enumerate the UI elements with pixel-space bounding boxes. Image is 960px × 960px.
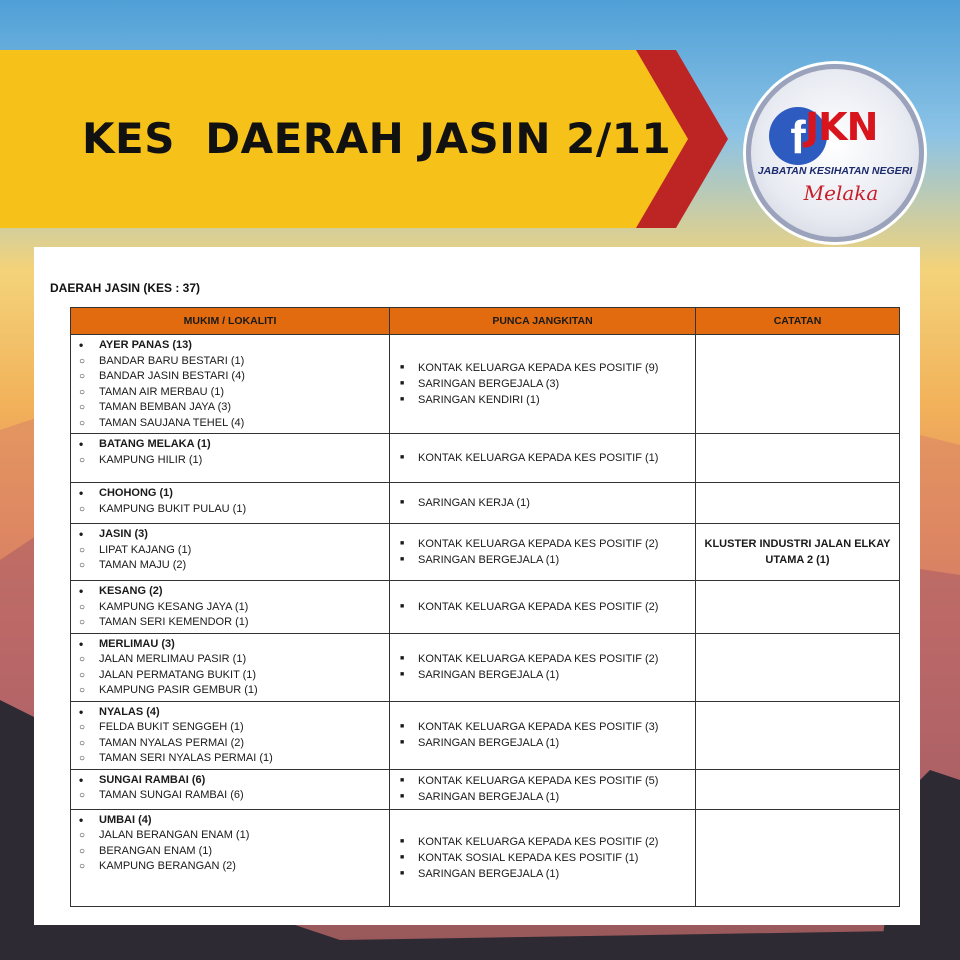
locality-name: JALAN PERMATANG BUKIT (1)	[99, 668, 257, 681]
locality-item	[77, 668, 383, 684]
open-circle-bullet-icon: ○	[79, 417, 86, 429]
punca-item	[396, 651, 689, 667]
table-header-row	[71, 308, 900, 335]
open-circle-bullet-icon: ○	[79, 601, 86, 613]
table-row	[71, 483, 900, 524]
locality-item	[77, 859, 383, 875]
locality-name: LIPAT KAJANG (1)	[99, 543, 192, 556]
logo-subtitle: JABATAN KESIHATAN NEGERI	[757, 165, 913, 177]
mukim-cell	[71, 524, 390, 581]
open-circle-bullet-icon: ○	[79, 790, 86, 801]
punca-item	[396, 866, 689, 882]
locality-item	[77, 369, 383, 385]
punca-item	[396, 552, 689, 568]
case-table	[70, 307, 900, 907]
locality-item	[77, 453, 383, 469]
punca-text: SARINGAN BERGEJALA (1)	[418, 669, 560, 681]
page-title: KES DAERAH JASIN 2/11	[82, 114, 672, 163]
filled-bullet-icon: •	[79, 437, 84, 451]
locality-name: FELDA BUKIT SENGGEH (1)	[99, 721, 244, 733]
locality-name: TAMAN NYALAS PERMAI (2)	[99, 736, 245, 749]
punca-text: SARINGAN BERGEJALA (1)	[418, 867, 560, 880]
locality-item	[77, 683, 383, 699]
mukim-cell	[71, 769, 390, 809]
open-circle-bullet-icon: ○	[79, 386, 86, 398]
locality-name: TAMAN SUNGAI RAMBAI (6)	[99, 789, 244, 801]
square-bullet-icon: ■	[400, 540, 405, 547]
column-header-mukim: MUKIM / LOKALITI	[71, 308, 390, 335]
square-bullet-icon: ■	[400, 723, 405, 730]
mukim-cell	[71, 633, 390, 701]
open-circle-bullet-icon: ○	[79, 617, 86, 628]
open-circle-bullet-icon: ○	[79, 355, 86, 367]
punca-text: KONTAK KELUARGA KEPADA KES POSITIF (1)	[418, 452, 659, 464]
square-bullet-icon: ■	[400, 556, 405, 563]
filled-bullet-icon: •	[79, 772, 84, 787]
square-bullet-icon: ■	[400, 739, 405, 746]
locality-item	[77, 354, 383, 370]
open-circle-bullet-icon: ○	[79, 544, 86, 556]
filled-bullet-icon: •	[79, 812, 84, 827]
punca-cell	[390, 809, 696, 906]
logo-abbreviation: JKN	[805, 105, 878, 149]
locality-name: BERANGAN ENAM (1)	[99, 844, 213, 857]
mukim-name: AYER PANAS (13)	[99, 339, 192, 351]
catatan-cell	[696, 633, 900, 701]
mukim-name: KESANG (2)	[99, 585, 163, 597]
square-bullet-icon: ■	[400, 396, 405, 403]
table-row	[71, 701, 900, 769]
mukim-name: BATANG MELAKA (1)	[99, 438, 211, 450]
mukim-heading	[77, 773, 383, 789]
square-bullet-icon: ■	[400, 837, 405, 845]
open-circle-bullet-icon: ○	[79, 454, 86, 466]
mukim-heading	[77, 527, 383, 543]
filled-bullet-icon: •	[79, 486, 84, 500]
punca-item	[396, 789, 689, 805]
mukim-name: CHOHONG (1)	[99, 487, 173, 499]
mukim-cell	[71, 581, 390, 634]
locality-item	[77, 502, 383, 518]
table-row	[71, 633, 900, 701]
filled-bullet-icon: •	[79, 584, 84, 598]
mukim-heading	[77, 437, 383, 453]
punca-item	[396, 719, 689, 735]
mukim-heading	[77, 813, 383, 829]
punca-text: SARINGAN BERGEJALA (1)	[418, 554, 560, 566]
case-table-body	[71, 335, 900, 907]
mukim-heading	[77, 584, 383, 600]
catatan-cell: KLUSTER INDUSTRI JALAN ELKAY UTAMA 2 (1)	[696, 524, 900, 581]
mukim-name: NYALAS (4)	[99, 705, 160, 718]
punca-item	[396, 450, 689, 466]
table-row	[71, 335, 900, 434]
column-header-punca: PUNCA JANGKITAN	[390, 308, 696, 335]
punca-item	[396, 834, 689, 850]
locality-name: BANDAR BARU BESTARI (1)	[99, 354, 245, 367]
filled-bullet-icon: •	[79, 704, 84, 719]
table-row	[71, 581, 900, 634]
mukim-name: SUNGAI RAMBAI (6)	[99, 773, 206, 786]
locality-name: TAMAN SERI NYALAS PERMAI (1)	[99, 752, 273, 764]
open-circle-bullet-icon: ○	[79, 722, 86, 733]
punca-item	[396, 360, 689, 376]
mukim-name: UMBAI (4)	[99, 813, 152, 826]
locality-name: KAMPUNG HILIR (1)	[99, 453, 203, 466]
locality-item	[77, 385, 383, 401]
square-bullet-icon: ■	[400, 655, 405, 662]
mukim-heading	[77, 338, 383, 354]
punca-text: SARINGAN KERJA (1)	[418, 497, 530, 509]
mukim-cell	[71, 809, 390, 906]
locality-name: JALAN MERLIMAU PASIR (1)	[99, 653, 247, 665]
filled-bullet-icon: •	[79, 527, 84, 541]
mukim-heading	[77, 486, 383, 502]
locality-item	[77, 788, 383, 804]
open-circle-bullet-icon: ○	[79, 861, 86, 872]
square-bullet-icon: ■	[400, 793, 405, 800]
locality-name: TAMAN BEMBAN JAYA (3)	[99, 401, 232, 413]
open-circle-bullet-icon: ○	[79, 685, 86, 696]
punca-item	[396, 392, 689, 408]
punca-cell	[390, 581, 696, 634]
table-row	[71, 524, 900, 581]
open-circle-bullet-icon: ○	[79, 737, 86, 749]
open-circle-bullet-icon: ○	[79, 371, 86, 382]
open-circle-bullet-icon: ○	[79, 830, 86, 841]
punca-text: SARINGAN BERGEJALA (3)	[418, 378, 560, 390]
punca-cell	[390, 701, 696, 769]
column-header-catatan: CATATAN	[696, 308, 900, 335]
catatan-cell	[696, 769, 900, 809]
locality-name: KAMPUNG PASIR GEMBUR (1)	[99, 684, 258, 696]
punca-item	[396, 667, 689, 683]
mukim-heading	[77, 637, 383, 653]
locality-item	[77, 400, 383, 416]
locality-name: JALAN BERANGAN ENAM (1)	[99, 829, 250, 841]
locality-item	[77, 615, 383, 631]
square-bullet-icon: ■	[400, 671, 405, 678]
facebook-f-icon: f	[769, 107, 827, 165]
punca-item	[396, 850, 689, 866]
punca-cell	[390, 483, 696, 524]
filled-bullet-icon: •	[79, 636, 84, 651]
punca-item	[396, 536, 689, 552]
locality-item	[77, 543, 383, 559]
punca-text: KONTAK KELUARGA KEPADA KES POSITIF (2)	[418, 835, 659, 848]
mukim-cell	[71, 335, 390, 434]
open-circle-bullet-icon: ○	[79, 560, 86, 571]
catatan-cell	[696, 335, 900, 434]
punca-cell	[390, 769, 696, 809]
document-panel	[34, 247, 920, 925]
punca-text: KONTAK KELUARGA KEPADA KES POSITIF (2)	[418, 600, 659, 613]
filled-bullet-icon: •	[79, 338, 84, 352]
punca-item	[396, 773, 689, 789]
locality-item	[77, 844, 383, 860]
punca-cell	[390, 633, 696, 701]
locality-name: TAMAN AIR MERBAU (1)	[99, 385, 225, 398]
locality-item	[77, 558, 383, 574]
square-bullet-icon: ■	[400, 499, 405, 506]
open-circle-bullet-icon: ○	[79, 503, 86, 515]
square-bullet-icon: ■	[400, 454, 405, 461]
locality-item	[77, 600, 383, 616]
punca-text: KONTAK KELUARGA KEPADA KES POSITIF (9)	[418, 362, 659, 374]
locality-name: BANDAR JASIN BESTARI (4)	[99, 370, 245, 382]
table-row	[71, 769, 900, 809]
square-bullet-icon: ■	[400, 853, 405, 861]
open-circle-bullet-icon: ○	[79, 669, 86, 681]
punca-text: SARINGAN KENDIRI (1)	[418, 394, 540, 406]
square-bullet-icon: ■	[400, 380, 405, 387]
punca-item	[396, 599, 689, 615]
locality-item	[77, 652, 383, 668]
punca-text: KONTAK SOSIAL KEPADA KES POSITIF (1)	[418, 851, 639, 864]
punca-text: SARINGAN BERGEJALA (1)	[418, 791, 560, 803]
punca-item	[396, 495, 689, 511]
locality-item	[77, 828, 383, 844]
punca-item	[396, 376, 689, 392]
district-heading: DAERAH JASIN (KES : 37)	[50, 281, 201, 295]
square-bullet-icon: ■	[400, 869, 405, 877]
mukim-cell	[71, 701, 390, 769]
locality-item	[77, 416, 383, 432]
square-bullet-icon: ■	[400, 364, 405, 371]
locality-name: TAMAN SAUJANA TEHEL (4)	[99, 416, 245, 429]
mukim-name: MERLIMAU (3)	[99, 637, 175, 650]
catatan-cell	[696, 434, 900, 483]
open-circle-bullet-icon: ○	[79, 654, 86, 665]
locality-item	[77, 720, 383, 736]
table-row	[71, 809, 900, 906]
open-circle-bullet-icon: ○	[79, 402, 86, 413]
locality-item	[77, 751, 383, 767]
catatan-cell	[696, 809, 900, 906]
catatan-cell	[696, 701, 900, 769]
mukim-name: JASIN (3)	[99, 528, 148, 540]
catatan-cell	[696, 483, 900, 524]
punca-text: KONTAK KELUARGA KEPADA KES POSITIF (5)	[418, 775, 659, 787]
punca-text: KONTAK KELUARGA KEPADA KES POSITIF (3)	[418, 721, 659, 733]
jkn-melaka-logo	[746, 64, 924, 242]
table-row	[71, 434, 900, 483]
locality-name: TAMAN MAJU (2)	[99, 559, 187, 571]
square-bullet-icon: ■	[400, 777, 405, 784]
locality-name: KAMPUNG KESANG JAYA (1)	[99, 600, 249, 613]
logo-script-text: Melaka	[803, 181, 879, 205]
punca-cell	[390, 335, 696, 434]
punca-cell	[390, 524, 696, 581]
punca-item	[396, 735, 689, 751]
square-bullet-icon: ■	[400, 602, 405, 610]
punca-text: KONTAK KELUARGA KEPADA KES POSITIF (2)	[418, 538, 659, 550]
open-circle-bullet-icon: ○	[79, 753, 86, 764]
locality-item	[77, 736, 383, 752]
punca-cell	[390, 434, 696, 483]
locality-name: TAMAN SERI KEMENDOR (1)	[99, 616, 249, 628]
punca-text: KONTAK KELUARGA KEPADA KES POSITIF (2)	[418, 653, 659, 665]
mukim-heading	[77, 705, 383, 721]
punca-text: SARINGAN BERGEJALA (1)	[418, 737, 560, 749]
locality-name: KAMPUNG BUKIT PULAU (1)	[99, 502, 247, 515]
catatan-cell	[696, 581, 900, 634]
open-circle-bullet-icon: ○	[79, 845, 86, 857]
locality-name: KAMPUNG BERANGAN (2)	[99, 860, 236, 872]
mukim-cell	[71, 434, 390, 483]
mukim-cell	[71, 483, 390, 524]
